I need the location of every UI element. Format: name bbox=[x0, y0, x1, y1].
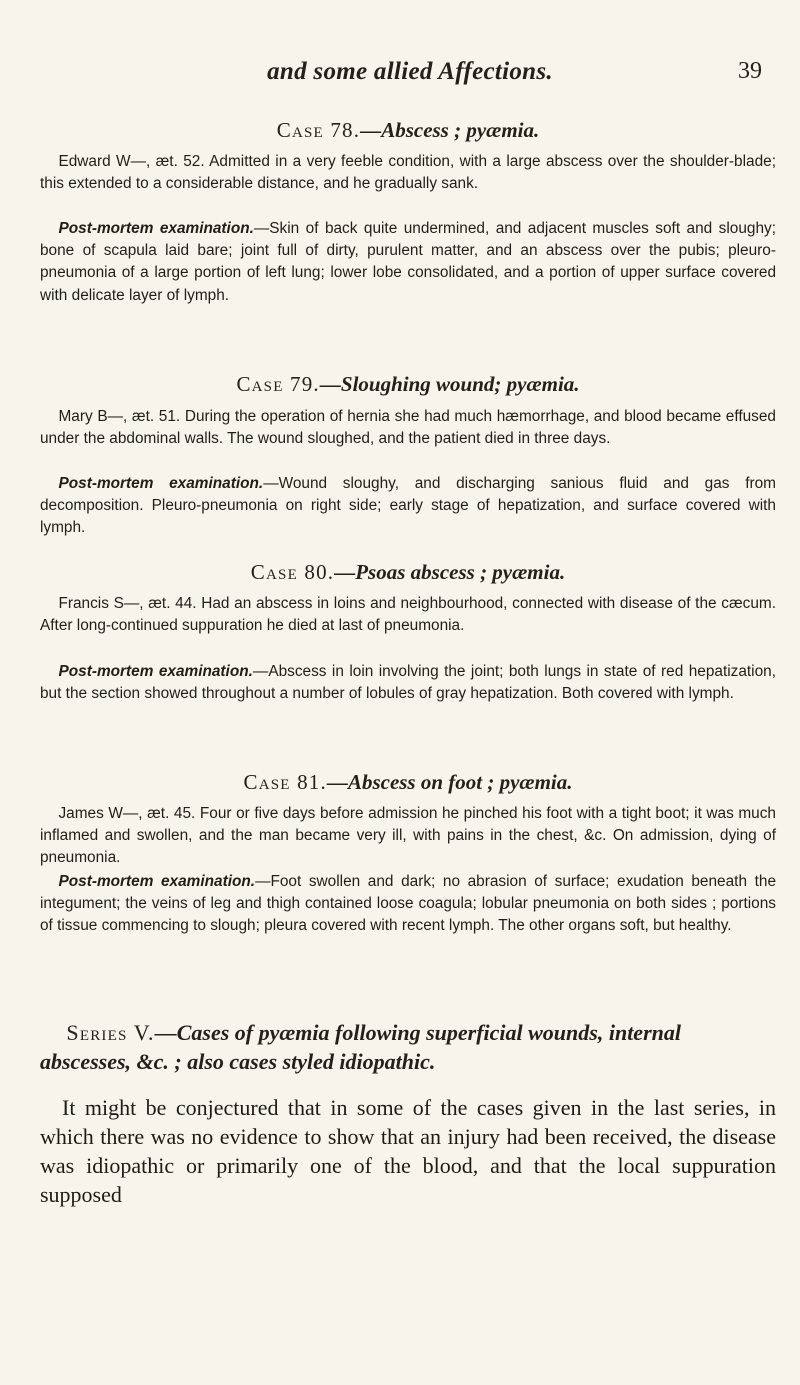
running-head bbox=[60, 58, 760, 98]
postmortem-label: Post-mortem examination. bbox=[58, 220, 254, 237]
case-81-postmortem bbox=[40, 871, 776, 938]
series-heading bbox=[40, 1018, 776, 1076]
postmortem-text: —Wound sloughy, and discharging sanious fluid and gas from decomposition. Pleuro-pneumonia on right side; early stage of hepatization, and surface covered with lymph. bbox=[40, 475, 776, 537]
postmortem-text: —Skin of back quite undermined, and adjacent muscles soft and sloughy; bone of scapula laid bare; joint full of dirty, purulent matter, and an abscess over the pubis; pleuro-pneumonia of a large portion of left lung; lower lobe consolidated, and a portion of upper surface covered with delicate layer of lymph. bbox=[40, 220, 776, 304]
case-79-heading bbox=[40, 372, 776, 397]
case-title: —Sloughing wound; pyæmia. bbox=[319, 372, 580, 396]
case-number: Case 80. bbox=[250, 560, 335, 584]
case-78-postmortem bbox=[40, 218, 776, 307]
case-80-heading bbox=[40, 560, 776, 585]
case-78-history: Edward W—, æt. 52. Admitted in a very feeble condition, with a large abscess over the shoulder-blade; this extended to a considerable distance, and he gradually sank. bbox=[40, 153, 776, 193]
case-title: —Psoas abscess ; pyæmia. bbox=[334, 560, 566, 584]
case-79-history: Mary B—, æt. 51. During the operation of hernia she had much hæmorrhage, and blood became effused under the abdominal walls. The wound sloughed, and the patient died in three days. bbox=[40, 408, 776, 448]
case-80-postmortem bbox=[40, 661, 776, 705]
running-title: and some allied Affections. bbox=[267, 58, 553, 85]
series-number: Series V. bbox=[66, 1020, 155, 1045]
case-81-heading bbox=[40, 770, 776, 795]
case-80-history: Francis S—, æt. 44. Had an abscess in loins and neighbourhood, connected with disease of the cæcum. After long-continued suppuration he died at last of pneumonia. bbox=[40, 595, 776, 635]
page-number: 39 bbox=[738, 58, 762, 84]
postmortem-label: Post-mortem examination. bbox=[58, 873, 256, 890]
case-title: —Abscess on foot ; pyæmia. bbox=[326, 770, 573, 794]
body-paragraph: It might be conjectured that in some of the cases given in the last series, in which there was no evidence to show that an injury had been received, the disease was idiopathic or primarily one of the blood, and that the local suppuration supposed bbox=[40, 1095, 776, 1207]
case-79-postmortem bbox=[40, 473, 776, 540]
series-title: —Cases of pyæmia following superficial wounds, internal abscesses, &c. ; also cases styled idiopathic. bbox=[40, 1020, 681, 1074]
postmortem-label: Post-mortem examination. bbox=[58, 475, 264, 492]
case-number: Case 78. bbox=[276, 118, 361, 142]
postmortem-text: —Abscess in loin involving the joint; both lungs in state of red hepatization, but the section showed throughout a number of lobules of gray hepatization. Both covered with lymph. bbox=[40, 663, 776, 703]
case-number: Case 81. bbox=[243, 770, 327, 794]
case-title: —Abscess ; pyæmia. bbox=[360, 118, 540, 142]
postmortem-label: Post-mortem examination. bbox=[58, 663, 253, 680]
case-number: Case 79. bbox=[236, 372, 320, 396]
postmortem-text: —Foot swollen and dark; no abrasion of surface; exudation beneath the integument; the veins of leg and thigh contained loose coagula; lobular pneumonia on both sides ; portions of tissue commencing to slough; pleura covered with recent lymph. The other organs soft, but healthy. bbox=[40, 873, 777, 935]
case-78-heading bbox=[40, 118, 776, 143]
case-81-history: James W—, æt. 45. Four or five days before admission he pinched his foot with a tight boot; it was much inflamed and swollen, and the man became very ill, with pains in the chest, &c. On admission, dying of pneumonia. bbox=[40, 805, 776, 867]
